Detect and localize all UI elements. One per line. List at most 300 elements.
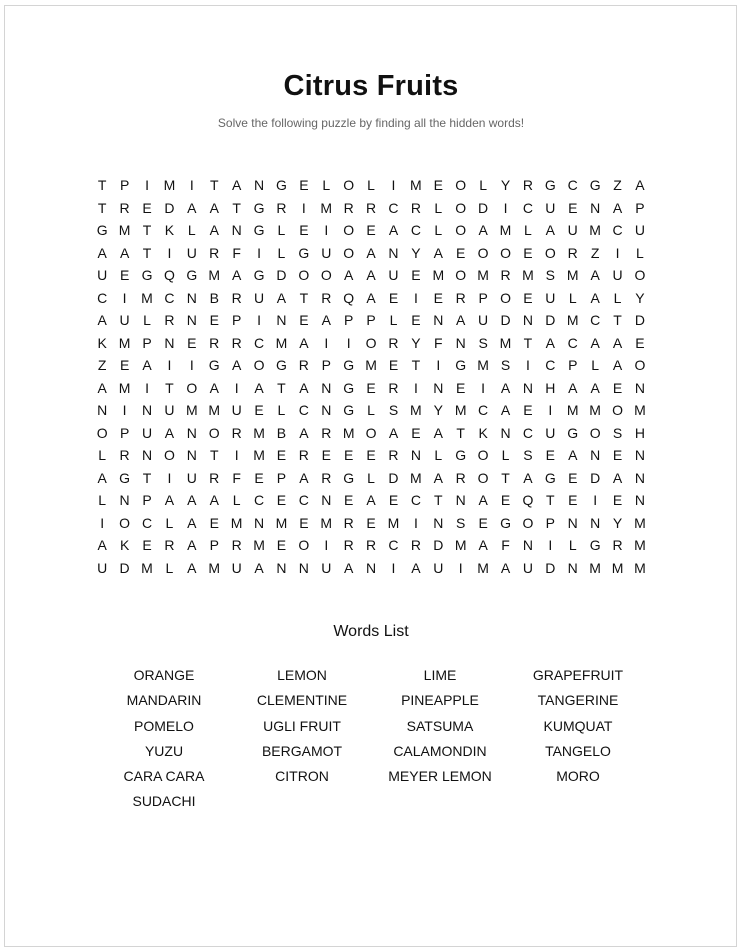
grid-letter[interactable]: L — [524, 222, 532, 239]
grid-letter[interactable]: I — [413, 289, 418, 306]
grid-letter[interactable]: R — [343, 537, 354, 554]
grid-letter[interactable]: M — [253, 424, 265, 441]
grid-letter[interactable]: E — [411, 267, 421, 284]
grid-letter[interactable]: A — [433, 244, 443, 261]
grid-letter[interactable]: N — [590, 199, 601, 216]
grid-letter[interactable]: I — [301, 199, 306, 216]
grid-letter[interactable]: E — [299, 222, 309, 239]
grid-letter[interactable]: U — [634, 222, 646, 239]
grid-letter[interactable]: O — [500, 244, 511, 261]
grid-letter[interactable]: I — [503, 199, 508, 216]
grid-letter[interactable]: A — [478, 537, 488, 554]
grid-letter[interactable]: C — [522, 199, 533, 216]
grid-letter[interactable]: L — [501, 447, 510, 464]
grid-letter[interactable]: L — [434, 447, 443, 464]
grid-letter[interactable]: A — [366, 244, 376, 261]
grid-letter[interactable]: N — [455, 334, 466, 351]
grid-letter[interactable]: P — [142, 334, 152, 351]
grid-letter[interactable]: A — [119, 244, 130, 261]
grid-letter[interactable]: M — [589, 559, 601, 576]
grid-letter[interactable]: A — [590, 334, 600, 351]
grid-letter[interactable]: D — [388, 469, 399, 486]
grid-letter[interactable]: E — [366, 447, 376, 464]
grid-letter[interactable]: T — [546, 492, 555, 509]
grid-letter[interactable]: I — [346, 334, 351, 351]
grid-letter[interactable]: O — [208, 424, 220, 441]
grid-letter[interactable]: E — [276, 447, 287, 464]
grid-letter[interactable]: M — [118, 222, 131, 239]
grid-letter[interactable]: U — [97, 267, 108, 284]
grid-letter[interactable]: G — [253, 199, 265, 216]
grid-letter[interactable]: R — [366, 199, 377, 216]
grid-letter[interactable]: S — [523, 447, 533, 464]
grid-letter[interactable]: O — [500, 289, 511, 306]
grid-letter[interactable]: M — [141, 289, 153, 306]
grid-letter[interactable]: P — [231, 312, 242, 329]
grid-letter[interactable]: M — [230, 514, 243, 531]
grid-letter[interactable]: A — [568, 379, 578, 396]
grid-letter[interactable]: G — [455, 357, 467, 374]
grid-letter[interactable]: L — [367, 402, 375, 419]
grid-letter[interactable]: H — [634, 424, 646, 441]
grid-letter[interactable]: L — [367, 177, 375, 194]
grid-letter[interactable]: U — [186, 469, 197, 486]
grid-letter[interactable]: A — [276, 289, 287, 306]
grid-letter[interactable]: M — [589, 222, 601, 239]
grid-letter[interactable]: R — [231, 424, 242, 441]
grid-letter[interactable]: D — [545, 559, 556, 576]
grid-letter[interactable]: N — [186, 424, 197, 441]
grid-letter[interactable]: M — [275, 334, 288, 351]
grid-letter[interactable]: O — [455, 177, 467, 194]
grid-letter[interactable]: T — [165, 379, 174, 396]
grid-letter[interactable]: A — [388, 424, 399, 441]
grid-letter[interactable]: R — [455, 469, 466, 486]
grid-letter[interactable]: M — [566, 312, 579, 329]
grid-letter[interactable]: E — [299, 514, 309, 531]
grid-letter[interactable]: C — [612, 222, 623, 239]
grid-letter[interactable]: G — [589, 537, 601, 554]
grid-letter[interactable]: M — [499, 334, 512, 351]
grid-letter[interactable]: I — [391, 177, 396, 194]
grid-letter[interactable]: O — [612, 402, 623, 419]
grid-letter[interactable]: G — [343, 469, 355, 486]
grid-letter[interactable]: R — [231, 537, 242, 554]
grid-letter[interactable]: Y — [411, 334, 421, 351]
grid-letter[interactable]: T — [142, 469, 152, 486]
grid-letter[interactable]: R — [366, 537, 377, 554]
grid-letter[interactable]: N — [119, 492, 130, 509]
grid-letter[interactable]: N — [186, 447, 197, 464]
grid-letter[interactable]: F — [232, 469, 241, 486]
grid-letter[interactable]: P — [635, 199, 645, 216]
grid-letter[interactable]: N — [164, 334, 175, 351]
grid-letter[interactable]: Q — [163, 267, 175, 284]
grid-letter[interactable]: M — [477, 267, 489, 284]
grid-letter[interactable]: G — [567, 424, 579, 441]
grid-letter[interactable]: Z — [97, 357, 107, 374]
grid-letter[interactable]: O — [477, 244, 489, 261]
grid-letter[interactable]: A — [164, 424, 175, 441]
grid-letter[interactable]: E — [299, 177, 309, 194]
grid-letter[interactable]: T — [209, 447, 219, 464]
grid-letter[interactable]: T — [142, 244, 152, 261]
grid-letter[interactable]: N — [141, 402, 153, 419]
grid-letter[interactable]: G — [208, 357, 220, 374]
grid-letter[interactable]: N — [231, 222, 242, 239]
grid-letter[interactable]: O — [163, 447, 175, 464]
grid-letter[interactable]: N — [500, 424, 511, 441]
grid-letter[interactable]: E — [119, 267, 130, 284]
grid-letter[interactable]: T — [456, 424, 465, 441]
grid-letter[interactable]: L — [568, 289, 577, 306]
grid-letter[interactable]: N — [321, 379, 332, 396]
grid-letter[interactable]: O — [320, 267, 332, 284]
grid-letter[interactable]: T — [523, 334, 533, 351]
grid-letter[interactable]: K — [97, 334, 107, 351]
grid-letter[interactable]: S — [478, 334, 488, 351]
grid-letter[interactable]: Q — [522, 492, 534, 509]
grid-letter[interactable]: A — [321, 312, 331, 329]
grid-letter[interactable]: D — [500, 312, 511, 329]
grid-letter[interactable]: I — [548, 402, 553, 419]
grid-letter[interactable]: N — [321, 402, 332, 419]
grid-letter[interactable]: I — [615, 244, 620, 261]
grid-letter[interactable]: L — [613, 289, 622, 306]
grid-letter[interactable]: Y — [635, 289, 645, 306]
grid-letter[interactable]: N — [634, 447, 646, 464]
grid-letter[interactable]: U — [478, 312, 489, 329]
grid-letter[interactable]: E — [344, 447, 354, 464]
grid-letter[interactable]: L — [232, 492, 241, 509]
grid-letter[interactable]: C — [590, 312, 601, 329]
grid-letter[interactable]: E — [478, 514, 488, 531]
grid-letter[interactable]: L — [165, 514, 174, 531]
grid-letter[interactable]: O — [455, 199, 467, 216]
grid-letter[interactable]: G — [298, 244, 310, 261]
grid-letter[interactable]: R — [567, 244, 578, 261]
grid-letter[interactable]: I — [167, 244, 172, 261]
grid-letter[interactable]: M — [477, 357, 489, 374]
grid-letter[interactable]: M — [611, 559, 624, 576]
grid-letter[interactable]: F — [434, 334, 443, 351]
grid-letter[interactable]: T — [299, 289, 309, 306]
grid-letter[interactable]: E — [276, 537, 287, 554]
grid-letter[interactable]: R — [119, 199, 130, 216]
grid-letter[interactable]: M — [141, 559, 153, 576]
grid-letter[interactable]: A — [478, 222, 488, 239]
grid-letter[interactable]: P — [321, 357, 331, 374]
grid-letter[interactable]: I — [234, 447, 239, 464]
grid-letter[interactable]: P — [478, 289, 488, 306]
grid-letter[interactable]: R — [388, 447, 399, 464]
grid-letter[interactable]: O — [455, 222, 467, 239]
grid-letter[interactable]: N — [433, 379, 444, 396]
grid-letter[interactable]: A — [142, 357, 152, 374]
grid-letter[interactable]: R — [164, 537, 175, 554]
grid-letter[interactable]: C — [388, 199, 399, 216]
grid-letter[interactable]: N — [298, 559, 309, 576]
grid-letter[interactable]: I — [413, 514, 418, 531]
grid-letter[interactable]: T — [434, 492, 443, 509]
grid-letter[interactable]: A — [97, 379, 107, 396]
grid-letter[interactable]: U — [97, 559, 108, 576]
grid-letter[interactable]: I — [100, 514, 105, 531]
grid-letter[interactable]: L — [165, 559, 174, 576]
grid-letter[interactable]: I — [481, 379, 486, 396]
grid-letter[interactable]: A — [164, 492, 175, 509]
grid-letter[interactable]: A — [231, 177, 242, 194]
grid-letter[interactable]: A — [433, 424, 443, 441]
grid-letter[interactable]: A — [254, 559, 264, 576]
grid-letter[interactable]: M — [208, 559, 221, 576]
grid-letter[interactable]: O — [343, 177, 355, 194]
grid-letter[interactable]: R — [321, 424, 332, 441]
grid-letter[interactable]: A — [568, 447, 578, 464]
grid-letter[interactable]: I — [413, 379, 418, 396]
grid-letter[interactable]: A — [231, 267, 242, 284]
grid-letter[interactable]: E — [612, 379, 623, 396]
grid-letter[interactable]: M — [522, 267, 534, 284]
grid-letter[interactable]: G — [119, 469, 131, 486]
grid-letter[interactable]: Y — [411, 244, 421, 261]
grid-letter[interactable]: A — [97, 312, 107, 329]
grid-letter[interactable]: R — [455, 289, 466, 306]
grid-letter[interactable]: M — [499, 222, 512, 239]
grid-letter[interactable]: A — [187, 492, 197, 509]
grid-letter[interactable]: I — [525, 357, 530, 374]
grid-letter[interactable]: A — [478, 492, 488, 509]
grid-letter[interactable]: L — [277, 402, 286, 419]
grid-letter[interactable]: U — [141, 424, 153, 441]
grid-letter[interactable]: E — [321, 447, 331, 464]
grid-letter[interactable]: M — [477, 559, 489, 576]
grid-letter[interactable]: O — [119, 514, 131, 531]
grid-letter[interactable]: E — [366, 514, 376, 531]
grid-letter[interactable]: A — [612, 199, 623, 216]
grid-letter[interactable]: T — [613, 312, 622, 329]
grid-letter[interactable]: E — [366, 379, 376, 396]
grid-letter[interactable]: A — [433, 469, 443, 486]
grid-letter[interactable]: R — [410, 199, 421, 216]
grid-letter[interactable]: F — [232, 244, 241, 261]
grid-letter[interactable]: G — [96, 222, 108, 239]
grid-letter[interactable]: A — [231, 357, 242, 374]
grid-letter[interactable]: M — [253, 537, 265, 554]
grid-letter[interactable]: A — [456, 312, 466, 329]
grid-letter[interactable]: R — [522, 177, 533, 194]
grid-letter[interactable]: L — [434, 222, 443, 239]
grid-letter[interactable]: E — [366, 222, 376, 239]
grid-letter[interactable]: A — [187, 514, 197, 531]
grid-letter[interactable]: C — [410, 222, 421, 239]
grid-letter[interactable]: R — [612, 537, 623, 554]
grid-letter[interactable]: M — [387, 514, 400, 531]
grid-letter[interactable]: E — [456, 244, 466, 261]
grid-letter[interactable]: G — [343, 357, 355, 374]
grid-letter[interactable]: L — [389, 312, 398, 329]
grid-letter[interactable]: N — [634, 379, 646, 396]
grid-letter[interactable]: P — [276, 469, 287, 486]
grid-letter[interactable]: A — [97, 244, 107, 261]
grid-letter[interactable]: E — [411, 424, 421, 441]
grid-letter[interactable]: A — [411, 559, 421, 576]
grid-letter[interactable]: N — [253, 177, 265, 194]
grid-letter[interactable]: R — [119, 447, 130, 464]
grid-letter[interactable]: A — [523, 469, 533, 486]
grid-letter[interactable]: E — [142, 199, 152, 216]
grid-letter[interactable]: A — [612, 469, 623, 486]
grid-letter[interactable]: I — [122, 289, 127, 306]
grid-letter[interactable]: N — [321, 492, 332, 509]
grid-letter[interactable]: A — [187, 559, 197, 576]
grid-letter[interactable]: P — [568, 357, 578, 374]
grid-letter[interactable]: R — [209, 469, 220, 486]
grid-letter[interactable]: D — [119, 559, 130, 576]
grid-letter[interactable]: G — [343, 402, 355, 419]
grid-letter[interactable]: M — [634, 402, 646, 419]
grid-letter[interactable]: T — [142, 222, 152, 239]
grid-letter[interactable]: O — [544, 244, 556, 261]
grid-letter[interactable]: E — [142, 537, 152, 554]
grid-letter[interactable]: N — [522, 312, 533, 329]
grid-letter[interactable]: N — [410, 447, 421, 464]
grid-letter[interactable]: L — [591, 357, 600, 374]
grid-letter[interactable]: C — [97, 289, 108, 306]
grid-letter[interactable]: G — [141, 267, 153, 284]
grid-letter[interactable]: T — [97, 199, 107, 216]
grid-letter[interactable]: T — [411, 357, 421, 374]
grid-letter[interactable]: M — [208, 402, 221, 419]
grid-letter[interactable]: T — [232, 199, 241, 216]
grid-letter[interactable]: E — [523, 402, 533, 419]
grid-letter[interactable]: C — [141, 514, 153, 531]
grid-letter[interactable]: G — [500, 514, 511, 531]
grid-letter[interactable]: M — [589, 402, 601, 419]
grid-letter[interactable]: I — [189, 177, 194, 194]
grid-letter[interactable]: C — [253, 334, 265, 351]
grid-letter[interactable]: M — [634, 537, 646, 554]
grid-letter[interactable]: M — [185, 402, 198, 419]
grid-letter[interactable]: N — [97, 402, 108, 419]
grid-letter[interactable]: E — [209, 312, 219, 329]
grid-letter[interactable]: M — [320, 514, 333, 531]
grid-letter[interactable]: R — [321, 289, 332, 306]
grid-letter[interactable]: A — [209, 199, 219, 216]
grid-letter[interactable]: E — [523, 244, 533, 261]
grid-letter[interactable]: E — [568, 492, 578, 509]
grid-letter[interactable]: N — [186, 289, 197, 306]
grid-letter[interactable]: C — [298, 492, 309, 509]
grid-letter[interactable]: O — [477, 469, 489, 486]
grid-letter[interactable]: E — [411, 312, 421, 329]
grid-letter[interactable]: R — [209, 244, 220, 261]
grid-letter[interactable]: E — [612, 447, 623, 464]
grid-letter[interactable]: Q — [343, 289, 355, 306]
grid-letter[interactable]: P — [142, 492, 152, 509]
grid-letter[interactable]: A — [590, 267, 600, 284]
grid-letter[interactable]: I — [189, 357, 194, 374]
grid-letter[interactable]: A — [500, 559, 511, 576]
grid-letter[interactable]: G — [544, 469, 556, 486]
grid-letter[interactable]: C — [253, 492, 265, 509]
grid-letter[interactable]: T — [501, 469, 510, 486]
grid-letter[interactable]: D — [590, 469, 601, 486]
grid-letter[interactable]: K — [119, 537, 130, 554]
grid-letter[interactable]: L — [568, 537, 577, 554]
grid-letter[interactable]: L — [98, 447, 107, 464]
grid-letter[interactable]: A — [612, 334, 623, 351]
grid-letter[interactable]: U — [545, 199, 556, 216]
grid-letter[interactable]: A — [187, 537, 197, 554]
grid-letter[interactable]: G — [276, 357, 287, 374]
grid-letter[interactable]: A — [388, 222, 399, 239]
grid-letter[interactable]: M — [454, 537, 467, 554]
grid-letter[interactable]: N — [522, 537, 533, 554]
grid-letter[interactable]: T — [97, 177, 107, 194]
grid-letter[interactable]: C — [545, 357, 556, 374]
grid-letter[interactable]: A — [344, 559, 354, 576]
grid-letter[interactable]: A — [500, 402, 511, 419]
grid-letter[interactable]: M — [454, 402, 467, 419]
grid-letter[interactable]: M — [634, 559, 646, 576]
grid-letter[interactable]: C — [522, 424, 533, 441]
grid-letter[interactable]: I — [167, 357, 172, 374]
grid-letter[interactable]: G — [343, 379, 355, 396]
grid-letter[interactable]: C — [478, 402, 489, 419]
grid-letter[interactable]: C — [164, 289, 175, 306]
grid-letter[interactable]: A — [590, 289, 600, 306]
grid-letter[interactable]: M — [432, 267, 445, 284]
grid-letter[interactable]: A — [366, 492, 376, 509]
grid-letter[interactable]: S — [456, 514, 466, 531]
grid-letter[interactable]: A — [545, 222, 555, 239]
grid-letter[interactable]: N — [590, 514, 601, 531]
grid-letter[interactable]: M — [410, 469, 422, 486]
grid-letter[interactable]: U — [433, 559, 444, 576]
grid-letter[interactable]: M — [118, 379, 131, 396]
grid-letter[interactable]: U — [253, 289, 265, 306]
grid-letter[interactable]: A — [187, 199, 197, 216]
grid-letter[interactable]: C — [567, 177, 578, 194]
grid-letter[interactable]: M — [566, 402, 579, 419]
grid-letter[interactable]: O — [522, 514, 534, 531]
grid-letter[interactable]: A — [299, 334, 309, 351]
grid-letter[interactable]: I — [234, 379, 239, 396]
grid-letter[interactable]: G — [186, 267, 198, 284]
grid-letter[interactable]: I — [593, 492, 598, 509]
grid-letter[interactable]: E — [433, 177, 443, 194]
grid-letter[interactable]: N — [186, 312, 197, 329]
grid-letter[interactable]: A — [97, 469, 107, 486]
grid-letter[interactable]: O — [298, 537, 310, 554]
grid-letter[interactable]: A — [635, 177, 645, 194]
grid-letter[interactable]: A — [209, 379, 219, 396]
grid-letter[interactable]: E — [568, 199, 578, 216]
grid-letter[interactable]: A — [590, 379, 600, 396]
grid-letter[interactable]: M — [634, 514, 646, 531]
grid-letter[interactable]: E — [568, 469, 578, 486]
grid-letter[interactable]: E — [254, 402, 264, 419]
grid-letter[interactable]: U — [164, 402, 175, 419]
grid-letter[interactable]: A — [299, 424, 309, 441]
grid-letter[interactable]: A — [209, 492, 219, 509]
grid-letter[interactable]: L — [636, 244, 644, 261]
grid-letter[interactable]: E — [456, 379, 466, 396]
grid-letter[interactable]: R — [388, 334, 399, 351]
grid-letter[interactable]: L — [277, 222, 286, 239]
grid-letter[interactable]: M — [163, 177, 176, 194]
